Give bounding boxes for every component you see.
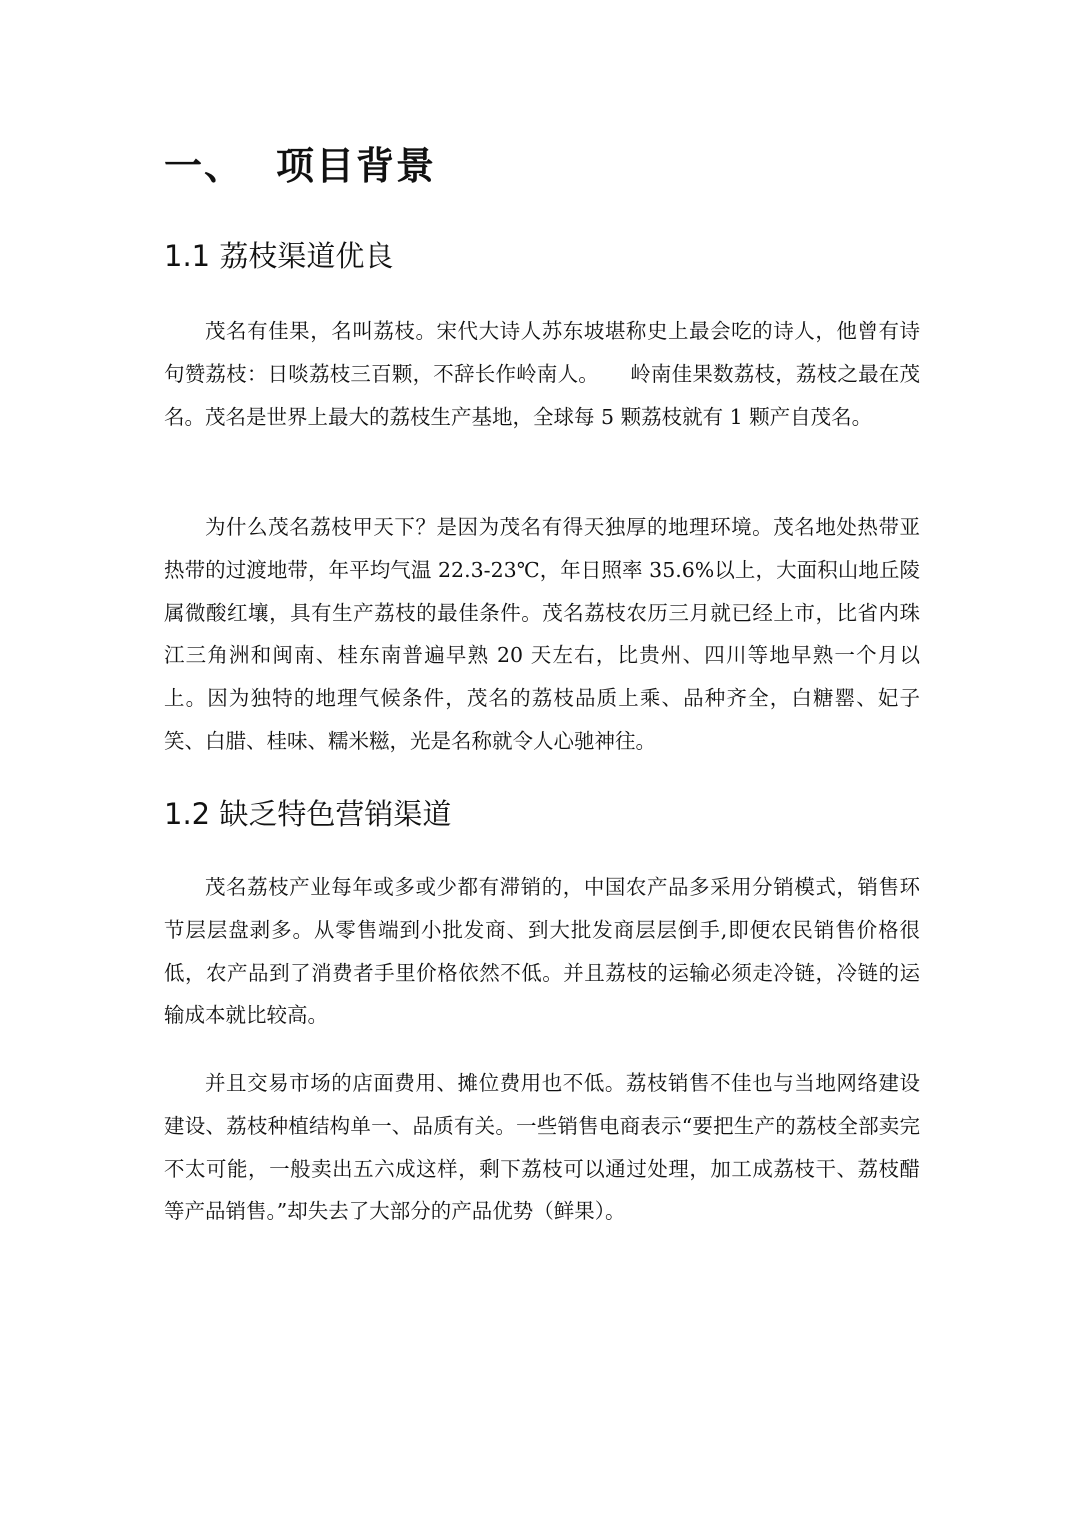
paragraph-1-2-b: 并且交易市场的店面费用、摊位费用也不低。荔枝销售不佳也与当地网络建设建设、荔枝种植结构单一、品质有关。一些销售电商表示“要把生产的荔枝全部卖完不太可能，一般卖出五六成这样，剩下荔枝可以通过处理，加工成荔枝干、荔枝醋等产品销售。”却失去了大部分的产品优势（鲜果）。 [164, 1071, 920, 1224]
chapter-title: 项目背景 [276, 144, 437, 188]
paragraph-1-1-a: 茂名有佳果，名叫荔枝。宋代大诗人苏东坡堪称史上最会吃的诗人，他曾有诗句赞荔枝：日啖荔枝三百颗，不辞长作岭南人。 岭南佳果数荔枝，荔枝之最在茂名。茂名是世界上最大的荔枝生产基地，全球每 5 颗荔枝就有 1 颗产自茂名。 [164, 319, 920, 429]
section-heading-1-2: 1.2 缺乏特色营销渠道 [164, 797, 452, 831]
section-heading-1-1: 1.1 荔枝渠道优良 [164, 239, 394, 273]
chapter-heading [164, 140, 436, 192]
chapter-number: 一、 [164, 144, 245, 188]
paragraph-1-1-b: 为什么茂名荔枝甲天下？是因为茂名有得天独厚的地理环境。茂名地处热带亚热带的过渡地带，年平均气温 22.3-23℃，年日照率 35.6%以上，大面积山地丘陵属微酸红壤，具有生产荔枝的最佳条件。茂名荔枝农历三月就已经上市，比省内珠江三角洲和闽南、桂东南普遍早熟 20 天左右，比贵州、四川等地早熟一个月以上。因为独特的地理气候条件，茂名的荔枝品质上乘、品种齐全，白糖罂、妃子笑、白腊、桂味、糯米糍，光是名称就令人心驰神往。 [164, 515, 920, 753]
paragraph-1-2-a: 茂名荔枝产业每年或多或少都有滞销的，中国农产品多采用分销模式，销售环节层层盘剥多。从零售端到小批发商、到大批发商层层倒手,即便农民销售价格很低，农产品到了消费者手里价格依然不低。并且荔枝的运输必须走冷链，冷链的运输成本就比较高。 [164, 875, 920, 1028]
